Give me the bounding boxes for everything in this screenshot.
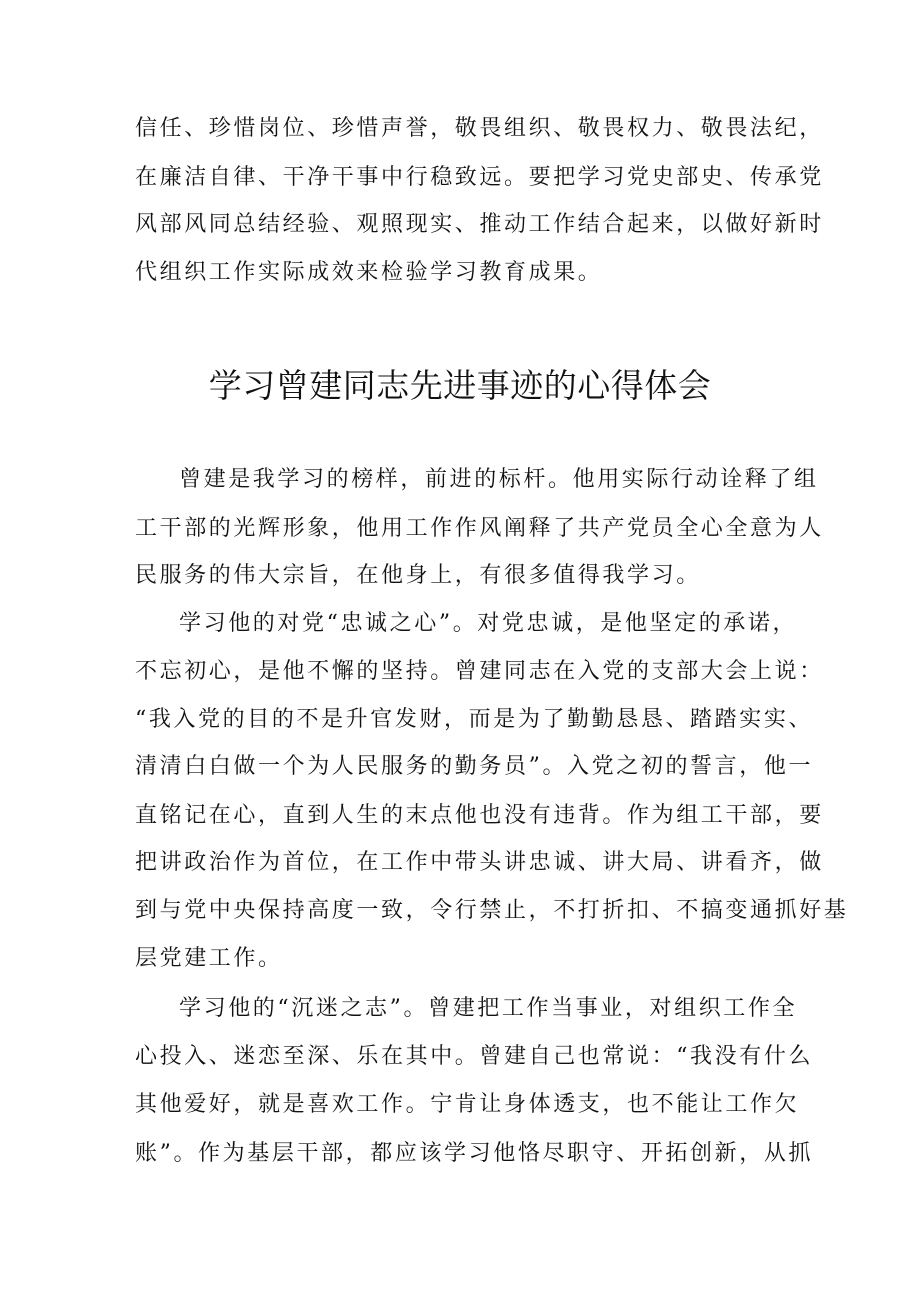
- text-line: 风部风同总结经验、观照现实、推动工作结合起来，以做好新时: [135, 212, 824, 237]
- text-line: 民服务的伟大宗旨，在他身上，有很多值得我学习。: [135, 563, 701, 588]
- document-title: 学习曾建同志先进事迹的心得体会: [208, 366, 712, 405]
- text-line: 层党建工作。: [135, 946, 283, 971]
- text-line: 清清白白做一个为人民服务的勤务员”。入党之初的誓言，他一: [135, 754, 814, 779]
- text-line: 代组织工作实际成效来检验学习教育成果。: [135, 260, 603, 285]
- text-line: 把讲政治作为首位，在工作中带头讲忠诚、讲大局、讲看齐，做: [135, 850, 824, 875]
- text-line: 不忘初心，是他不懈的坚持。曾建同志在入党的支部大会上说：: [135, 659, 824, 684]
- text-line: 直铭记在心，直到人生的末点他也没有违背。作为组工干部，要: [135, 803, 824, 828]
- text-line: 其他爱好，就是喜欢工作。宁肯让身体透支，也不能让工作欠: [135, 1092, 800, 1117]
- text-line: 学习他的对党“忠诚之心”。对党忠诚，是他坚定的承诺，: [179, 611, 798, 636]
- text-line: 在廉洁自律、干净干事中行稳致远。要把学习党史部史、传承党: [135, 165, 824, 190]
- text-line: “我入党的目的不是升官发财，而是为了勤勤恳恳、踏踏实实、: [135, 707, 814, 732]
- text-line: 曾建是我学习的榜样，前进的标杆。他用实际行动诠释了组: [179, 467, 819, 492]
- text-line: 工干部的光辉形象，他用工作作风阐释了共产党员全心全意为人: [135, 516, 824, 541]
- text-line: 账”。作为基层干部，都应该学习他恪尽职守、开拓创新，从抓: [135, 1141, 814, 1166]
- text-line: 信任、珍惜岗位、珍惜声誉，敬畏组织、敬畏权力、敬畏法纪，: [135, 116, 824, 141]
- text-line: 心投入、迷恋至深、乐在其中。曾建自己也常说：“我没有什么: [135, 1044, 814, 1069]
- text-line: 到与党中央保持高度一致，令行禁止，不打折扣、不搞变通抓好基: [135, 898, 849, 923]
- text-line: 学习他的“沉迷之志”。曾建把工作当事业，对组织工作全: [179, 996, 798, 1021]
